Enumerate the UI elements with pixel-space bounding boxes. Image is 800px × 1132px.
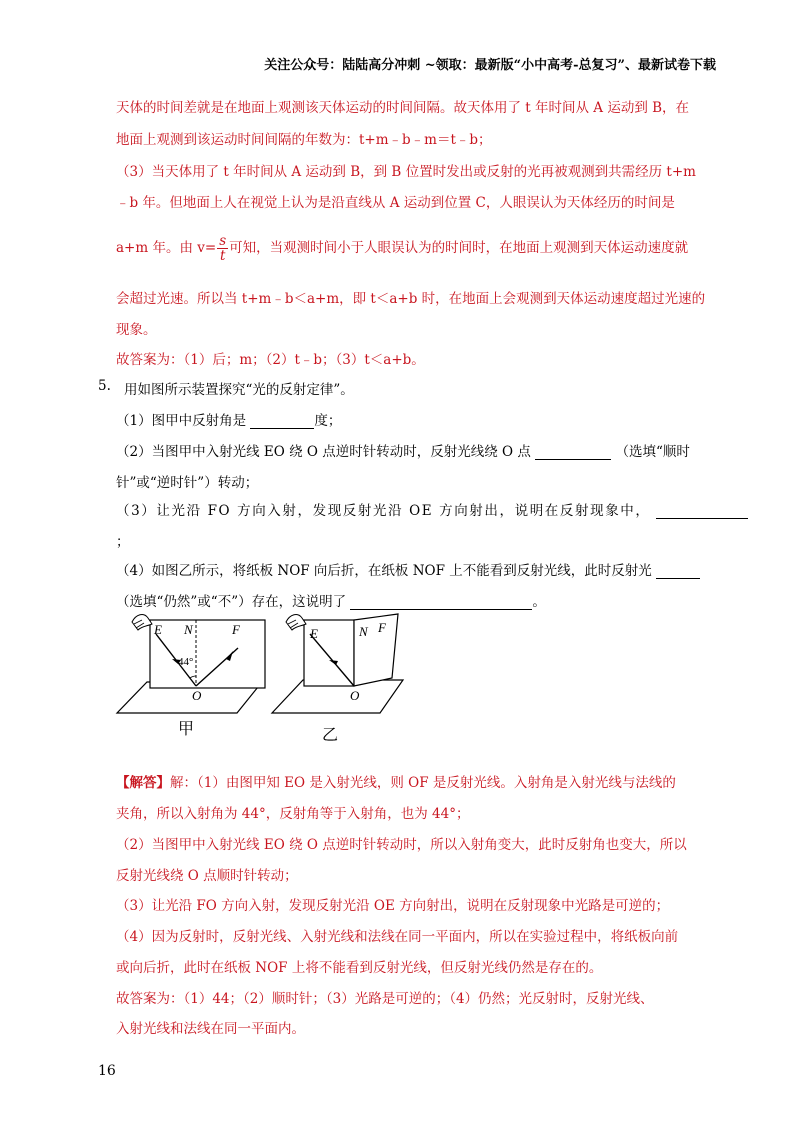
prev-answer-line: 现象。 xyxy=(116,322,157,338)
label-E: E xyxy=(154,622,162,637)
prev-answer-final: 故答案为：（1）后；m；（2）t﹣b；（3）t＜a+b。 xyxy=(116,352,425,368)
prev-answer-line: 会超过光速。所以当 t+m﹣b＜a+m，即 t＜a+b 时，在地面上会观测到天体运动速度超过光速的 xyxy=(116,291,706,307)
question-part-4 xyxy=(116,559,700,579)
q2-text: （2）当图甲中入射光线 EO 绕 O 点逆时针转动时，反射光线绕 O 点 xyxy=(116,444,531,460)
velocity-fraction xyxy=(217,234,228,263)
q4-text: （4）如图乙所示，将纸板 NOF 向后折，在纸板 NOF 上不能看到反射光线，此时反射光 xyxy=(116,563,652,579)
formula-suffix: 可知，当观测时间小于人眼误认为的时间时，在地面上观测到天体运动速度就 xyxy=(229,240,689,256)
figure-jia xyxy=(112,610,282,760)
label-N: N xyxy=(359,624,368,639)
hand-icon xyxy=(132,615,152,630)
prev-answer-line: ﹣b 年。但地面上人在视觉上认为是沿直线从 A 运动到位置 C，人眼误认为天体经历的时间是 xyxy=(116,195,675,211)
formula-prefix: a+m 年。由 v= xyxy=(116,240,217,256)
solution-tag: 【解答】 xyxy=(116,775,170,791)
solution-line: 反射光线绕 O 点顺时针转动； xyxy=(116,868,298,884)
label-O: O xyxy=(192,688,202,703)
solution-line xyxy=(116,771,676,791)
question-part-2-cont: 针”或“逆时针”）转动； xyxy=(116,475,259,491)
q4-answer-blank-1 xyxy=(656,562,700,579)
label-F: F xyxy=(378,620,386,635)
question-part-3-end: ； xyxy=(116,534,130,550)
fraction-numerator: s xyxy=(219,233,227,249)
hand-icon xyxy=(286,615,306,630)
q1-unit: 度； xyxy=(314,413,342,429)
solution-line: （2）当图甲中入射光线 EO 绕 O 点逆时针转动时，所以入射角变大，此时反射角也变大，所以 xyxy=(116,837,687,853)
solution-final: 故答案为：（1）44；（2）顺时针；（3）光路是可逆的；（4）仍然；光反射时，反射光线、 xyxy=(116,991,654,1007)
q4-answer-blank-2 xyxy=(350,593,532,610)
q1-answer-blank xyxy=(250,412,314,429)
question-part-2 xyxy=(116,440,690,460)
figure-caption: 乙 xyxy=(322,727,339,744)
paper-board xyxy=(150,620,265,688)
solution-line: （4）因为反射时，反射光线、入射光线和法线在同一平面内，所以在实验过程中，将纸板向前 xyxy=(116,929,679,945)
q4-choice: （选填“仍然”或“不”）存在，这说明了 xyxy=(116,594,347,610)
solution-line: 或向后折，此时在纸板 NOF 上将不能看到反射光线，但反射光线仍然是存在的。 xyxy=(116,960,603,976)
page-header: 关注公众号：陆陆高分冲刺 ~领取：最新版“小中高考-总复习”、最新试卷下载 xyxy=(264,58,716,73)
figure-caption: 甲 xyxy=(178,721,195,738)
q2-answer-blank xyxy=(535,443,611,460)
q1-text: （1）图甲中反射角是 xyxy=(116,413,247,429)
q4-end: 。 xyxy=(532,594,546,610)
question-number: 5. xyxy=(98,378,111,394)
label-O: O xyxy=(350,688,360,703)
label-E: E xyxy=(310,626,318,641)
prev-answer-line: （3）当天体用了 t 年时间从 A 运动到 B，到 B 位置时发出或反射的光再被观测到共需经历 t+m xyxy=(116,164,696,180)
page-number: 16 xyxy=(98,1063,116,1079)
solution-line: 夹角，所以入射角为 44°，反射角等于入射角，也为 44°； xyxy=(116,806,470,822)
angle-label: 44° xyxy=(178,656,194,668)
prev-answer-line: 天体的时间差就是在地面上观测该天体运动的时间间隔。故天体用了 t 年时间从 A 运动到 B，在 xyxy=(116,100,690,116)
question-stem: 用如图所示装置探究“光的反射定律”。 xyxy=(124,382,354,398)
question-part-3 xyxy=(116,499,748,519)
solution-line: （3）让光沿 FO 方向入射，发现反射光沿 OE 方向射出，说明在反射现象中光路是可逆的； xyxy=(116,898,670,914)
fraction-denominator: t xyxy=(219,248,226,264)
q3-text: （3）让光沿 FO 方向入射，发现反射光沿 OE 方向射出，说明在反射现象中， xyxy=(116,503,651,519)
q2-choice: （选填“顺时 xyxy=(615,444,690,460)
solution-final: 入射光线和法线在同一平面内。 xyxy=(116,1021,305,1037)
prev-answer-line: 地面上观测到该运动时间间隔的年数为：t+m﹣b﹣m＝t﹣b； xyxy=(116,132,492,148)
question-part-4-cont xyxy=(116,590,546,610)
solution-text: 解：（1）由图甲知 EO 是入射光线，则 OF 是反射光线。入射角是入射光线与法线的 xyxy=(170,775,676,791)
figure-yi xyxy=(268,610,428,750)
prev-answer-line xyxy=(116,234,688,263)
q3-answer-blank xyxy=(656,502,748,519)
label-N: N xyxy=(184,622,193,637)
question-part-1 xyxy=(116,409,341,429)
label-F: F xyxy=(232,622,240,637)
